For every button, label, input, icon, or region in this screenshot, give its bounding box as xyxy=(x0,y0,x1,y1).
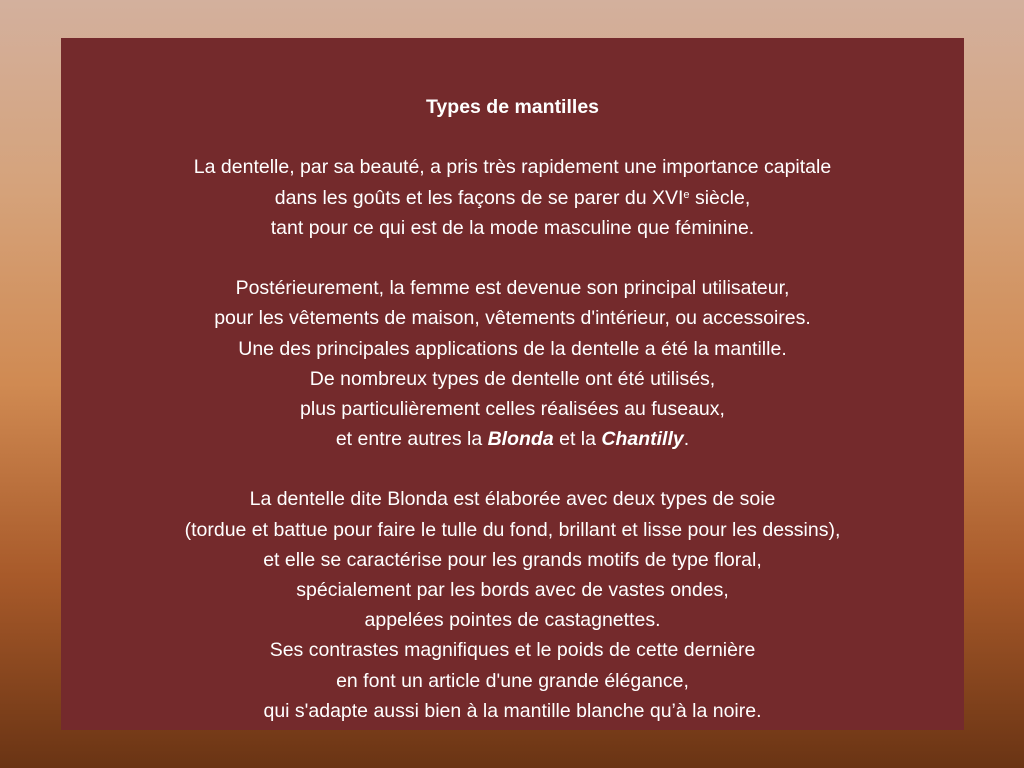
p3-line-2: (tordue et battue pour faire le tulle du fond, brillant et lisse pour les dessins), xyxy=(184,518,841,541)
p1-line-2 xyxy=(61,183,964,213)
p2-line-6-end: . xyxy=(683,428,690,451)
paragraph-3 xyxy=(61,484,964,726)
p3-line-1: La dentelle dite Blonda est élaborée avec deux types de soie xyxy=(249,488,776,511)
p2-line-3: Une des principales applications de la dentelle a été la mantille. xyxy=(238,337,787,360)
p3-line-8: qui s'adapte aussi bien à la mantille blanche qu’à la noire. xyxy=(263,699,762,722)
spacer xyxy=(61,122,964,152)
p2-line-2: pour les vêtements de maison, vêtements d'intérieur, ou accessoires. xyxy=(214,307,811,330)
p2-line-6-mid: et la xyxy=(553,428,602,451)
p2-line-5: plus particulièrement celles réalisées au fuseaux, xyxy=(300,397,725,420)
p3-line-4: spécialement par les bords avec de vastes ondes, xyxy=(296,579,729,601)
p3-line-7: en font un article d'une grande élégance, xyxy=(336,669,689,692)
slide-body xyxy=(61,92,964,726)
slide-title: Types de mantilles xyxy=(425,96,600,118)
p1-line-3: tant pour ce qui est de la mode masculine que féminine. xyxy=(270,216,755,239)
blonda-emphasis: Blonda xyxy=(487,428,554,451)
p2-line-6 xyxy=(61,424,964,454)
p1-line-2-end: siècle, xyxy=(689,186,751,209)
text-panel xyxy=(61,38,964,730)
spacer xyxy=(61,454,964,484)
p1-line-1: La dentelle, par sa beauté, a pris très rapidement une importance capitale xyxy=(193,156,832,179)
paragraph-2 xyxy=(61,273,964,454)
p2-line-6-text: et entre autres la xyxy=(335,428,488,451)
chantilly-emphasis: Chantilly xyxy=(601,428,684,451)
p2-line-1: Postérieurement, la femme est devenue son principal utilisateur, xyxy=(235,277,790,300)
p2-line-4: De nombreux types de dentelle ont été utilisés, xyxy=(309,367,716,390)
spacer xyxy=(61,243,964,273)
century-superscript: e xyxy=(683,188,690,201)
p3-line-5: appelées pointes de castagnettes. xyxy=(364,609,661,632)
p1-line-2-text: dans les goûts et les façons de se parer du XVI xyxy=(274,186,684,209)
p3-line-3: et elle se caractérise pour les grands motifs de type floral, xyxy=(263,548,762,571)
p3-line-6: Ses contrastes magnifiques et le poids de cette dernière xyxy=(269,639,756,662)
paragraph-1 xyxy=(61,152,964,243)
